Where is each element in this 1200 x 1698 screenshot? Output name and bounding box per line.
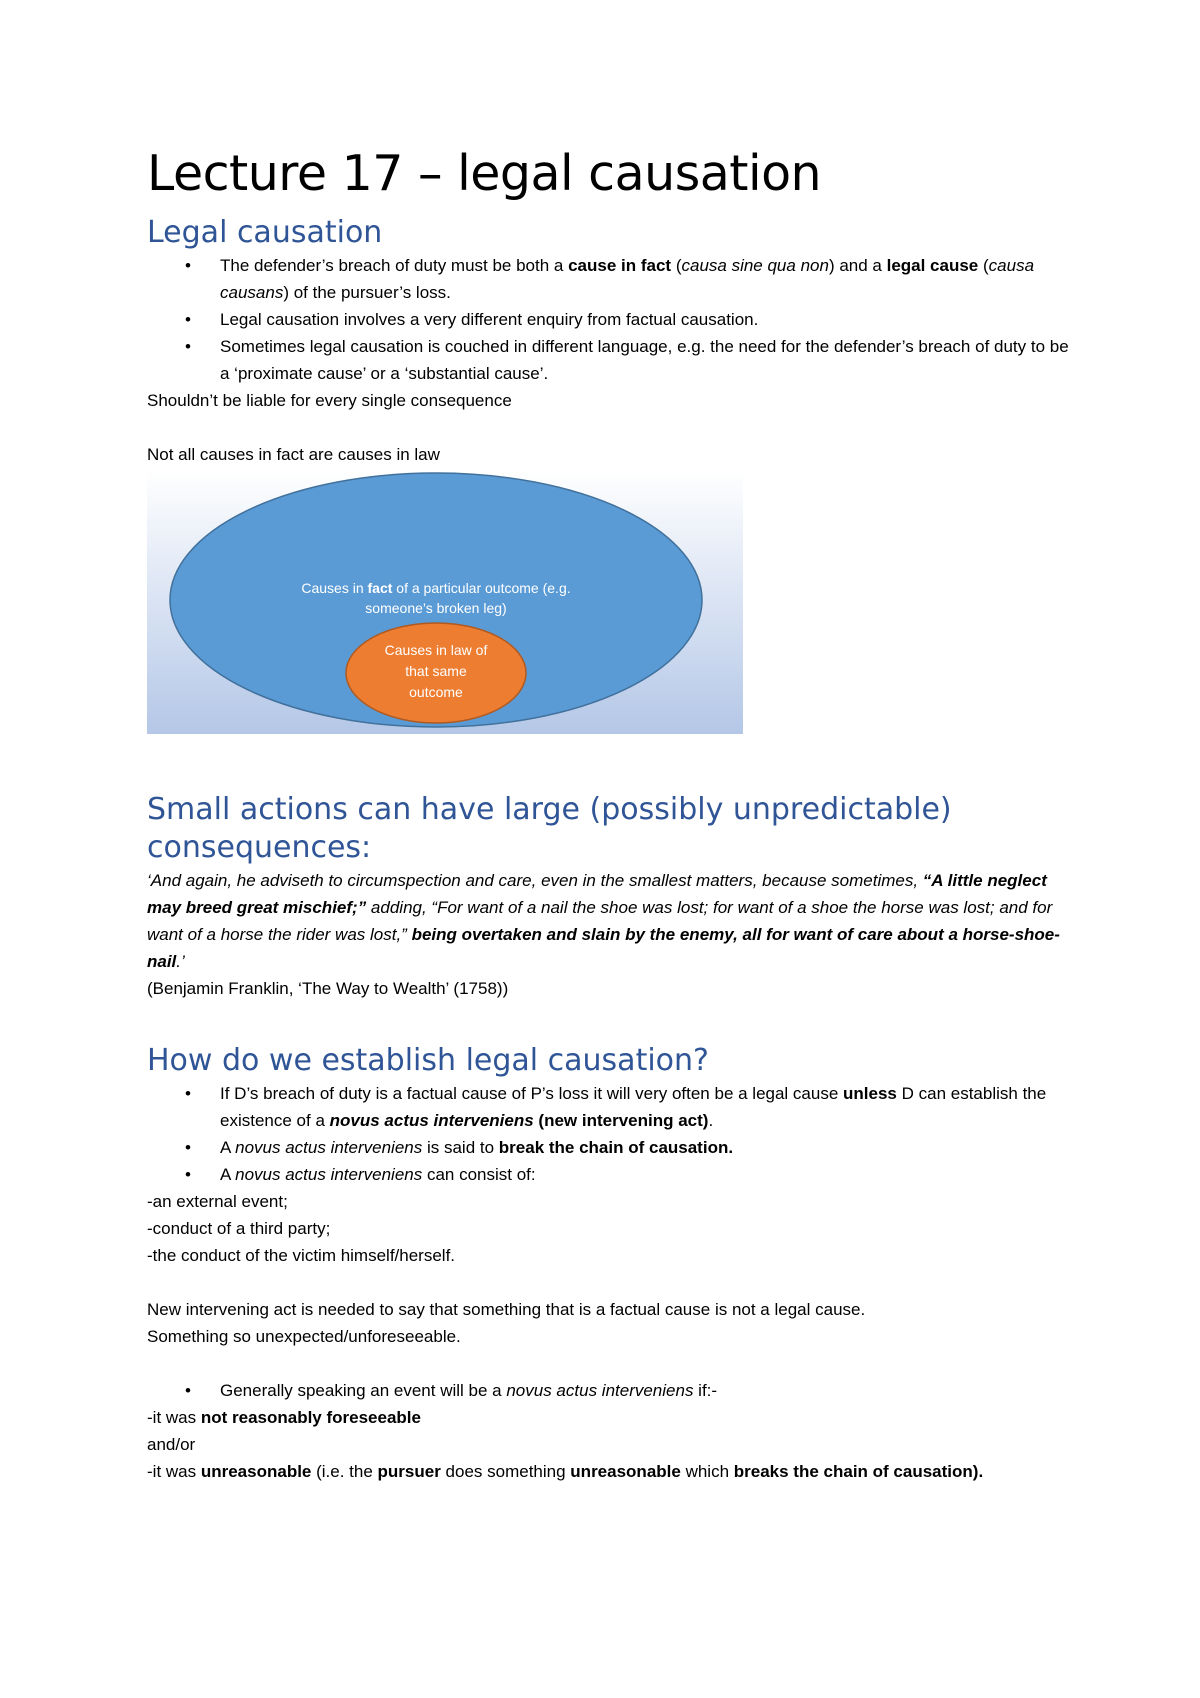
item-not-foreseeable: -it was not reasonably foreseeable (147, 1408, 421, 1427)
outer-label-line-2: someone’s broken leg) (365, 600, 507, 616)
bullet-break-chain: • A novus actus interveniens is said to break the chain of causation. (147, 1134, 1077, 1161)
franklin-quote (147, 867, 1077, 1002)
inner-label-line-2: that same (405, 663, 467, 679)
note-not-all-causes: Not all causes in fact are causes in law (147, 445, 440, 464)
item-external-event: -an external event; (147, 1192, 288, 1211)
item-and-or: and/or (147, 1435, 196, 1454)
item-unreasonable: -it was unreasonable (i.e. the pursuer does something unreasonable which breaks the chain of causation). (147, 1462, 984, 1481)
generally-list (147, 1377, 1077, 1404)
heading-establish-legal-causation: How do we establish legal causation? (147, 1043, 709, 1078)
page-title: Lecture 17 – legal causation (147, 145, 822, 202)
heading-legal-causation: Legal causation (147, 215, 383, 250)
inner-label-line-1: Causes in law of (384, 642, 488, 658)
bullet-different-enquiry: • Legal causation involves a very different enquiry from factual causation. (147, 306, 1077, 333)
bullet-breach-of-duty: • The defender’s breach of duty must be both a cause in fact (causa sine qua non) and a legal cause (causa causans) of the pursuer’s loss. (147, 252, 1077, 306)
bullet-factual-cause: • If D’s breach of duty is a factual cause of P’s loss it will very often be a legal cause unless D can establish the existence of a novus actus interveniens (new intervening act). (147, 1080, 1077, 1134)
legal-causation-list (147, 252, 1077, 387)
note-not-liable: Shouldn’t be liable for every single consequence (147, 391, 512, 410)
quote-text: ‘And again, he adviseth to circumspection and care, even in the smallest matters, because sometimes, “A little neglect may breed great mischief;” adding, “For want of a nail the shoe was lost; for want of a shoe the horse was lost; and for want of a horse the rider was lost,” being overtaken and slain by the enemy, all for want of care about a horse-shoe-nail.’ (147, 871, 1060, 971)
item-victim-conduct: -the conduct of the victim himself/herself. (147, 1246, 456, 1265)
note-unexpected: Something so unexpected/unforeseeable. (147, 1327, 461, 1346)
heading-small-actions: Small actions can have large (possibly unpredictable) consequences: (147, 792, 952, 865)
quote-citation: (Benjamin Franklin, ‘The Way to Wealth’ (1758)) (147, 979, 509, 998)
bullet-different-language: • Sometimes legal causation is couched in different language, e.g. the need for the defender’s breach of duty to be a ‘proximate cause’ or a ‘substantial cause’. (147, 333, 1077, 387)
causation-venn-diagram (147, 470, 743, 734)
note-new-intervening-act: New intervening act is needed to say that something that is a factual cause is not a legal cause. (147, 1300, 866, 1319)
establish-list (147, 1080, 1077, 1188)
item-third-party: -conduct of a third party; (147, 1219, 331, 1238)
document-body (147, 144, 1077, 1485)
bullet-consist-of: • A novus actus interveniens can consist of: (147, 1161, 1077, 1188)
bullet-generally-speaking: • Generally speaking an event will be a novus actus interveniens if:- (147, 1377, 1077, 1404)
outer-label-line-1: Causes in fact of a particular outcome (e.g. (301, 580, 571, 596)
inner-label-line-3: outcome (409, 684, 463, 700)
